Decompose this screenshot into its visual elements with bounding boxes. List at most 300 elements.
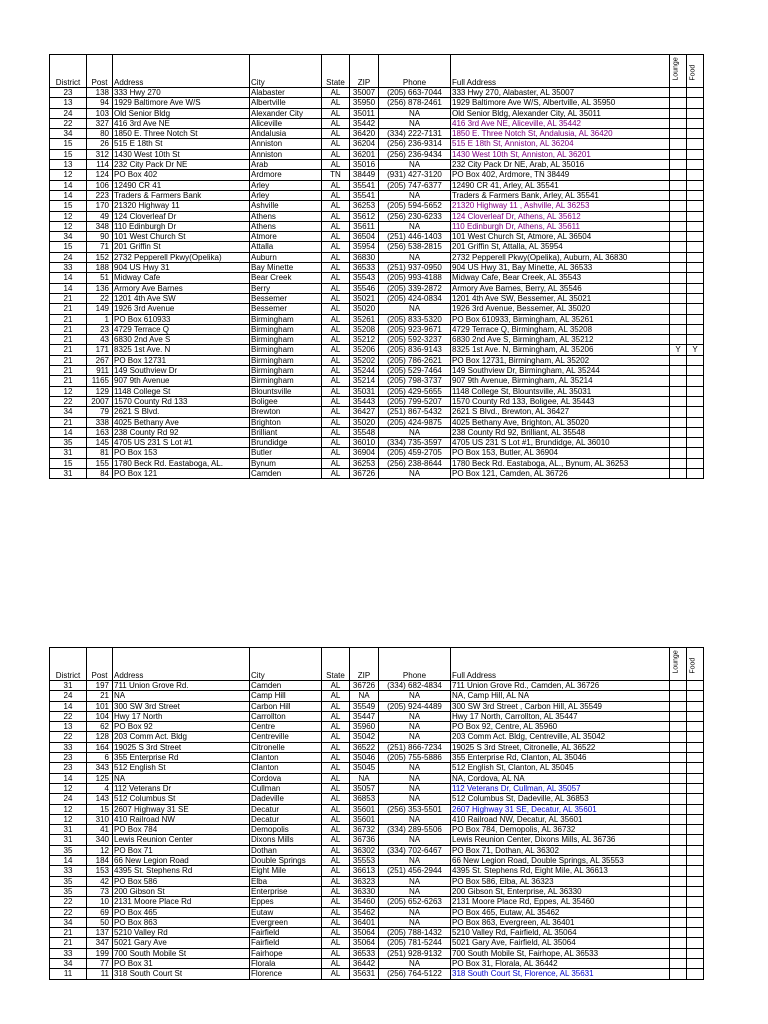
full-address-cell[interactable] [451, 221, 670, 231]
address-cell: 203 Comm Act. Bldg [113, 732, 250, 742]
city-cell: Camden [250, 468, 322, 478]
lounge-cell [670, 170, 687, 180]
city-cell: Bessemer [250, 293, 322, 303]
food-cell [687, 701, 704, 711]
food-cell [687, 407, 704, 417]
lounge-cell [670, 324, 687, 334]
city-header: City [250, 55, 322, 88]
state-cell: AL [322, 681, 350, 691]
table-row [50, 160, 704, 170]
state-cell: AL [322, 753, 350, 763]
post-cell: 73 [87, 886, 113, 896]
phone-cell: NA [379, 160, 451, 170]
full-address-link[interactable]: 318 South Court St, Florence, AL 35631 [452, 969, 594, 979]
address-cell: 5210 Valley Rd [113, 928, 250, 938]
phone-cell: NA [379, 190, 451, 200]
full-address-cell: Armory Ave Barnes, Berry, AL 35546 [451, 283, 670, 293]
food-cell [687, 948, 704, 958]
state-cell: AL [322, 825, 350, 835]
zip-cell: 36204 [350, 139, 379, 149]
address-cell: 1780 Beck Rd. Eastaboga, AL. [113, 458, 250, 468]
address-cell: Midway Cafe [113, 273, 250, 283]
full-address-link[interactable]: 1850 E. Three Notch St, Andalusia, AL 36420 [452, 129, 613, 139]
city-cell: Eutaw [250, 907, 322, 917]
district-cell: 35 [50, 438, 87, 448]
city-cell: Decatur [250, 804, 322, 814]
state-cell: AL [322, 98, 350, 108]
table-row [50, 232, 704, 242]
table-row [50, 293, 704, 303]
table-row [50, 448, 704, 458]
post-cell: 2007 [87, 396, 113, 406]
city-cell: Florence [250, 969, 322, 979]
district-cell: 21 [50, 324, 87, 334]
table-row [50, 959, 704, 969]
phone-cell: (256) 353-5501 [379, 804, 451, 814]
phone-cell: (251) 867-5432 [379, 407, 451, 417]
city-cell: Brilliant [250, 427, 322, 437]
post-cell: 106 [87, 180, 113, 190]
full-address-cell: 6830 2nd Ave S, Birmingham, AL 35212 [451, 335, 670, 345]
full-address-cell: 1926 3rd Avenue, Bessemer, AL 35020 [451, 304, 670, 314]
address-cell: 318 South Court St [113, 969, 250, 979]
city-cell: Birmingham [250, 366, 322, 376]
address-cell: PO Box 12731 [113, 355, 250, 365]
district-cell: 35 [50, 886, 87, 896]
lounge-cell [670, 366, 687, 376]
full-address-cell: 410 Railroad NW, Decatur, AL 35601 [451, 814, 670, 824]
city-cell: Birmingham [250, 376, 322, 386]
district-cell: 24 [50, 252, 87, 262]
full-address-cell: 1929 Baltimore Ave W/S, Albertville, AL 35950 [451, 98, 670, 108]
phone-cell: (256) 236-9314 [379, 139, 451, 149]
full-address-cell: Midway Cafe, Bear Creek, AL 35543 [451, 273, 670, 283]
food-cell [687, 866, 704, 876]
full-address-cell: 300 SW 3rd Street , Carbon Hill, AL 35549 [451, 701, 670, 711]
lounge-cell [670, 293, 687, 303]
address-cell: Traders & Farmers Bank [113, 190, 250, 200]
address-cell: PO Box 402 [113, 170, 250, 180]
district-cell: 21 [50, 345, 87, 355]
city-cell: Arab [250, 160, 322, 170]
city-cell: Eppes [250, 897, 322, 907]
food-cell [687, 856, 704, 866]
food-cell [687, 201, 704, 211]
full-address-cell: 512 English St, Clanton, AL 35045 [451, 763, 670, 773]
phone-cell: (205) 923-9671 [379, 324, 451, 334]
zip-cell: 36522 [350, 742, 379, 752]
food-cell [687, 304, 704, 314]
lounge-cell [670, 794, 687, 804]
city-cell: Camden [250, 681, 322, 691]
table-row [50, 763, 704, 773]
address-cell: 512 Columbus St [113, 794, 250, 804]
post-cell: 153 [87, 866, 113, 876]
zip-cell: 35960 [350, 722, 379, 732]
district-cell: 15 [50, 201, 87, 211]
address-cell: PO Box 610933 [113, 314, 250, 324]
full-address-cell[interactable] [451, 211, 670, 221]
table-row [50, 845, 704, 855]
post-cell: 143 [87, 794, 113, 804]
address-cell: Lewis Reunion Center [113, 835, 250, 845]
table-row [50, 742, 704, 752]
legion-post-table-2 [49, 647, 704, 980]
food-cell [687, 938, 704, 948]
district-cell: 24 [50, 108, 87, 118]
table-row [50, 170, 704, 180]
district-cell: 21 [50, 928, 87, 938]
lounge-cell [670, 273, 687, 283]
address-cell: PO Box 92 [113, 722, 250, 732]
full-address-cell: 4729 Terrace Q, Birmingham, AL 35208 [451, 324, 670, 334]
post-cell: 137 [87, 928, 113, 938]
phone-cell: NA [379, 835, 451, 845]
city-cell: Arley [250, 180, 322, 190]
address-cell: Hwy 17 North [113, 711, 250, 721]
post-cell: 81 [87, 448, 113, 458]
full-address-cell[interactable] [451, 118, 670, 128]
state-cell: AL [322, 263, 350, 273]
state-cell: AL [322, 345, 350, 355]
zip-cell: 35007 [350, 88, 379, 98]
state-cell: AL [322, 969, 350, 979]
legion-post-table-1 [49, 54, 704, 479]
full-address-cell: Hwy 17 North, Carrollton, AL 35447 [451, 711, 670, 721]
zip-cell: 36613 [350, 866, 379, 876]
table-row [50, 876, 704, 886]
post-cell: 41 [87, 825, 113, 835]
zip-cell: 35549 [350, 701, 379, 711]
state-cell: AL [322, 711, 350, 721]
full-address-link[interactable]: 21320 Highway 11 , Ashville, AL 36253 [452, 201, 590, 211]
full-address-cell: PO Box 121, Camden, AL 36726 [451, 468, 670, 478]
city-cell: Bynum [250, 458, 322, 468]
food-cell [687, 252, 704, 262]
post-cell: 101 [87, 701, 113, 711]
state-cell: AL [322, 355, 350, 365]
post-cell: 42 [87, 876, 113, 886]
food-cell [687, 129, 704, 139]
state-cell: AL [322, 376, 350, 386]
city-header: City [250, 648, 322, 681]
lounge-cell [670, 773, 687, 783]
post-cell: 125 [87, 773, 113, 783]
phone-cell: (205) 781-5244 [379, 938, 451, 948]
district-cell: 15 [50, 139, 87, 149]
district-cell: 33 [50, 866, 87, 876]
full-address-cell[interactable] [451, 139, 670, 149]
city-cell: Camp Hill [250, 691, 322, 701]
table-row [50, 263, 704, 273]
full-address-cell[interactable] [451, 804, 670, 814]
city-cell: Aliceville [250, 118, 322, 128]
full-address-link[interactable]: 1430 West 10th St, Anniston, AL 36201 [452, 149, 591, 159]
district-cell: 13 [50, 160, 87, 170]
city-cell: Anniston [250, 139, 322, 149]
address-header: Address [113, 648, 250, 681]
city-cell: Cullman [250, 783, 322, 793]
phone-cell: NA [379, 773, 451, 783]
district-cell: 34 [50, 232, 87, 242]
full-address-header: Full Address [451, 55, 670, 88]
food-cell [687, 448, 704, 458]
address-header: Address [113, 55, 250, 88]
full-address-cell: PO Box 12731, Birmingham, AL 35202 [451, 355, 670, 365]
full-address-link[interactable]: 416 3rd Ave NE, Aliceville, AL 35442 [452, 118, 581, 128]
food-cell [687, 438, 704, 448]
address-cell: 21320 Highway 11 [113, 201, 250, 211]
phone-cell: (205) 786-2621 [379, 355, 451, 365]
lounge-cell: Y [670, 345, 687, 355]
phone-cell: (256) 878-2461 [379, 98, 451, 108]
full-address-link[interactable]: 515 E 18th St, Anniston, AL 36204 [452, 139, 574, 149]
post-header: Post [87, 648, 113, 681]
post-cell: 129 [87, 386, 113, 396]
post-cell: 103 [87, 108, 113, 118]
district-cell: 33 [50, 948, 87, 958]
phone-cell: (334) 682-4834 [379, 681, 451, 691]
city-cell: Carbon Hill [250, 701, 322, 711]
zip-cell: 36253 [350, 458, 379, 468]
state-cell: AL [322, 468, 350, 478]
lounge-cell [670, 753, 687, 763]
address-cell: PO Box 465 [113, 907, 250, 917]
address-cell: 19025 S 3rd Street [113, 742, 250, 752]
state-cell: AL [322, 866, 350, 876]
post-cell: 79 [87, 407, 113, 417]
full-address-cell: PO Box 586, Elba, AL 36323 [451, 876, 670, 886]
table-row [50, 98, 704, 108]
post-cell: 1 [87, 314, 113, 324]
header-row [50, 648, 704, 681]
lounge-cell [670, 407, 687, 417]
district-cell: 21 [50, 376, 87, 386]
header-row [50, 55, 704, 88]
table-row [50, 691, 704, 701]
phone-cell: (205) 592-3237 [379, 335, 451, 345]
full-address-cell: 1148 College St, Blountsville, AL 35031 [451, 386, 670, 396]
state-cell: TN [322, 170, 350, 180]
district-cell: 24 [50, 794, 87, 804]
full-address-cell: 333 Hwy 270, Alabaster, AL 35007 [451, 88, 670, 98]
address-cell: 5021 Gary Ave [113, 938, 250, 948]
lounge-cell [670, 417, 687, 427]
table-row [50, 407, 704, 417]
table-row [50, 794, 704, 804]
lounge-cell [670, 845, 687, 855]
district-cell: 21 [50, 355, 87, 365]
table-row [50, 825, 704, 835]
lounge-cell [670, 917, 687, 927]
food-cell [687, 468, 704, 478]
phone-cell: (205) 459-2705 [379, 448, 451, 458]
phone-cell: (205) 663-7044 [379, 88, 451, 98]
food-cell [687, 324, 704, 334]
lounge-cell [670, 969, 687, 979]
district-cell: 35 [50, 845, 87, 855]
post-cell: 84 [87, 468, 113, 478]
lounge-cell [670, 876, 687, 886]
city-cell: Cordova [250, 773, 322, 783]
post-cell: 348 [87, 221, 113, 231]
table-row [50, 139, 704, 149]
phone-cell: NA [379, 221, 451, 231]
address-cell: 66 New Legion Road [113, 856, 250, 866]
post-cell: 171 [87, 345, 113, 355]
zip-cell: 36302 [350, 845, 379, 855]
state-cell: AL [322, 438, 350, 448]
address-cell: 1570 County Rd 133 [113, 396, 250, 406]
district-cell: 21 [50, 314, 87, 324]
lounge-cell [670, 691, 687, 701]
full-address-cell[interactable] [451, 969, 670, 979]
zip-cell: 35447 [350, 711, 379, 721]
state-cell: AL [322, 722, 350, 732]
full-address-cell: 904 US Hwy 31, Bay Minette, AL 36533 [451, 263, 670, 273]
state-cell: AL [322, 773, 350, 783]
food-cell [687, 232, 704, 242]
phone-cell: (205) 594-5652 [379, 201, 451, 211]
zip-cell: 36830 [350, 252, 379, 262]
state-cell: AL [322, 221, 350, 231]
lounge-cell [670, 886, 687, 896]
full-address-cell: 2131 Moore Place Rd, Eppes, AL 35460 [451, 897, 670, 907]
food-cell [687, 794, 704, 804]
food-cell [687, 149, 704, 159]
full-address-cell: 201 Griffin St, Attalla, AL 35954 [451, 242, 670, 252]
lounge-cell [670, 160, 687, 170]
table-row [50, 273, 704, 283]
full-address-link[interactable]: 124 Cloverleaf Dr, Athens, AL 35612 [452, 211, 581, 221]
post-header: Post [87, 55, 113, 88]
full-address-link[interactable]: 110 Edinburgh Dr, Athens, AL 35611 [452, 221, 580, 231]
food-cell [687, 180, 704, 190]
state-cell: AL [322, 928, 350, 938]
table-row [50, 928, 704, 938]
phone-cell: (205) 424-0834 [379, 293, 451, 303]
district-cell: 14 [50, 701, 87, 711]
full-address-cell[interactable] [451, 783, 670, 793]
district-cell: 33 [50, 263, 87, 273]
zip-cell: 36253 [350, 201, 379, 211]
phone-cell: (251) 937-0950 [379, 263, 451, 273]
food-cell [687, 681, 704, 691]
district-cell: 12 [50, 814, 87, 824]
city-cell: Berry [250, 283, 322, 293]
post-cell: 145 [87, 438, 113, 448]
phone-cell: (205) 798-3737 [379, 376, 451, 386]
phone-cell: NA [379, 691, 451, 701]
full-address-cell: 19025 S 3rd Street, Citronelle, AL 36522 [451, 742, 670, 752]
city-cell: Eight Mile [250, 866, 322, 876]
post-cell: 90 [87, 232, 113, 242]
state-cell: AL [322, 417, 350, 427]
address-cell: 1850 E. Three Notch St [113, 129, 250, 139]
full-address-cell[interactable] [451, 201, 670, 211]
address-cell: PO Box 586 [113, 876, 250, 886]
state-cell: AL [322, 252, 350, 262]
table-row [50, 886, 704, 896]
phone-cell: NA [379, 876, 451, 886]
district-cell: 14 [50, 180, 87, 190]
lounge-cell [670, 252, 687, 262]
post-cell: 199 [87, 948, 113, 958]
address-cell: 4395 St. Stephens Rd [113, 866, 250, 876]
zip-cell: 36420 [350, 129, 379, 139]
state-cell: AL [322, 732, 350, 742]
full-address-cell: 5210 Valley Rd, Fairfield, AL 35064 [451, 928, 670, 938]
lounge-cell [670, 211, 687, 221]
state-cell: AL [322, 160, 350, 170]
district-cell: 31 [50, 468, 87, 478]
district-cell: 34 [50, 129, 87, 139]
zip-cell: 35021 [350, 293, 379, 303]
full-address-cell: PO Box 153, Butler, AL 36904 [451, 448, 670, 458]
full-address-cell: 512 Columbus St, Dadeville, AL 36853 [451, 794, 670, 804]
table-row [50, 304, 704, 314]
full-address-cell: Traders & Farmers Bank, Arley, AL 35541 [451, 190, 670, 200]
district-cell: 21 [50, 417, 87, 427]
zip-cell: 35016 [350, 160, 379, 170]
district-cell: 22 [50, 711, 87, 721]
full-address-cell: 232 City Pack Dr NE, Arab, AL 35016 [451, 160, 670, 170]
table-row [50, 907, 704, 917]
zip-cell: 36442 [350, 959, 379, 969]
table-row [50, 396, 704, 406]
address-cell: 4025 Bethany Ave [113, 417, 250, 427]
food-cell [687, 722, 704, 732]
state-header: State [322, 648, 350, 681]
table-row [50, 468, 704, 478]
post-cell: 138 [87, 88, 113, 98]
full-address-cell: 66 New Legion Road, Double Springs, AL 35553 [451, 856, 670, 866]
state-cell: AL [322, 366, 350, 376]
table-row [50, 180, 704, 190]
post-cell: 343 [87, 763, 113, 773]
food-cell [687, 814, 704, 824]
zip-cell: 35548 [350, 427, 379, 437]
lounge-cell [670, 701, 687, 711]
zip-cell: 36904 [350, 448, 379, 458]
state-cell: AL [322, 304, 350, 314]
district-cell: 12 [50, 221, 87, 231]
full-address-cell: 4395 St. Stephens Rd, Eight Mile, AL 36613 [451, 866, 670, 876]
food-header: Food [687, 648, 704, 681]
full-address-link[interactable]: 112 Veterans Dr, Cullman, AL 35057 [452, 783, 581, 793]
phone-cell: NA [379, 886, 451, 896]
phone-cell: (205) 339-2872 [379, 283, 451, 293]
phone-cell: NA [379, 907, 451, 917]
full-address-cell: 700 South Mobile St, Fairhope, AL 36533 [451, 948, 670, 958]
full-address-cell: 4705 US 231 S Lot #1, Brundidge, AL 36010 [451, 438, 670, 448]
table-row [50, 108, 704, 118]
district-cell: 14 [50, 773, 87, 783]
post-cell: 71 [87, 242, 113, 252]
address-cell: 416 3rd Ave NE [113, 118, 250, 128]
full-address-cell: 711 Union Grove Rd., Camden, AL 36726 [451, 681, 670, 691]
food-cell [687, 917, 704, 927]
post-cell: 51 [87, 273, 113, 283]
full-address-cell[interactable] [451, 149, 670, 159]
full-address-link[interactable]: 2607 Highway 31 SE, Decatur, AL 35601 [452, 804, 597, 814]
state-cell: AL [322, 897, 350, 907]
state-cell: AL [322, 293, 350, 303]
full-address-cell[interactable] [451, 129, 670, 139]
phone-cell: (205) 836-9143 [379, 345, 451, 355]
district-cell: 24 [50, 691, 87, 701]
food-cell [687, 273, 704, 283]
